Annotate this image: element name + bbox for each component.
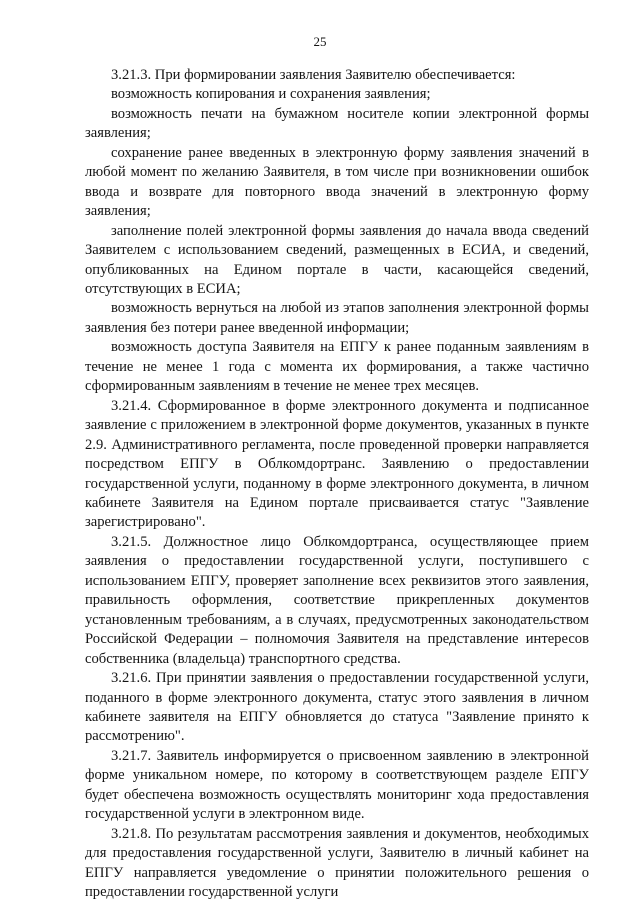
list-item-save-values: сохранение ранее введенных в электронную форму заявления значений в любой момент по желанию Заявителя, в том числе при возникновении ошибок ввода и возврате для повторного ввода значений в электронную форму заявления; <box>85 144 589 220</box>
paragraph-3-21-4: 3.21.4. Сформированное в форме электронного документа и подписанное заявление с приложением в электронной форме документов, указанных в пункте 2.9. Административного регламента, после проведенной проверки направляется посредством ЕПГУ в Облкомдортранс. Заявлению о предоставлении государственной услуги, поданному в форме электронного документа, в личном кабинете Заявителя на Едином портале присваивается статус "Заявление зарегистрировано". <box>85 397 589 531</box>
paragraph-3-21-7: 3.21.7. Заявитель информируется о присвоенном заявлению в электронной форме уникальном номере, по которому в соответствующем разделе ЕПГУ будет обеспечена возможность осуществлять мониторинг хода предоставления государственной услуги в электронном виде. <box>85 747 589 823</box>
paragraph-3-21-8: 3.21.8. По результатам рассмотрения заявления и документов, необходимых для предоставления государственной услуги, Заявителю в личный кабинет на ЕПГУ направляется уведомление о принятии положительного решения о предоставлении государственной услуги <box>85 825 589 901</box>
list-item-copy-save: возможность копирования и сохранения заявления; <box>111 86 431 103</box>
paragraph-3-21-5: 3.21.5. Должностное лицо Облкомдортранса, осуществляющее прием заявления о предоставлении государственной услуги, поступившего с использованием ЕПГУ, проверяет заполнение всех реквизитов этого заявления, правильность оформления, соответствие прикрепленных документов установленным требованиям, а в случаях, предусмотренных законодательством Российской Федерации – полномочия Заявителя на представление интересов собственника (владельца) транспортного средства. <box>85 533 589 667</box>
paragraph-3-21-3: 3.21.3. При формировании заявления Заявителю обеспечивается: <box>111 67 516 83</box>
document-body <box>85 66 589 902</box>
list-item-return-to-step: возможность вернуться на любой из этапов заполнения электронной формы заявления без потери ранее введенной информации; <box>85 300 589 336</box>
list-item-access-history: возможность доступа Заявителя на ЕПГУ к ранее поданным заявлениям в течение не менее 1 года с момента их формирования, а также частично сформированным заявлениям в течение не менее трех месяцев. <box>85 339 589 395</box>
paragraph-3-21-6: 3.21.6. При принятии заявления о предоставлении государственной услуги, поданного в форме электронного документа, статус этого заявления в личном кабинете заявителя на ЕПГУ обновляется до статуса "Заявление принято к рассмотрению". <box>85 670 589 745</box>
page-number: 25 <box>313 34 327 49</box>
list-item-print: возможность печати на бумажном носителе копии электронной формы заявления; <box>85 105 589 142</box>
list-item-prefill-esia: заполнение полей электронной формы заявления до начала ввода сведений Заявителем с использованием сведений, размещенных в ЕСИА, и сведений, опубликованных на Едином портале в части, касающейся сведений, отсутствующих в ЕСИА; <box>85 222 589 297</box>
